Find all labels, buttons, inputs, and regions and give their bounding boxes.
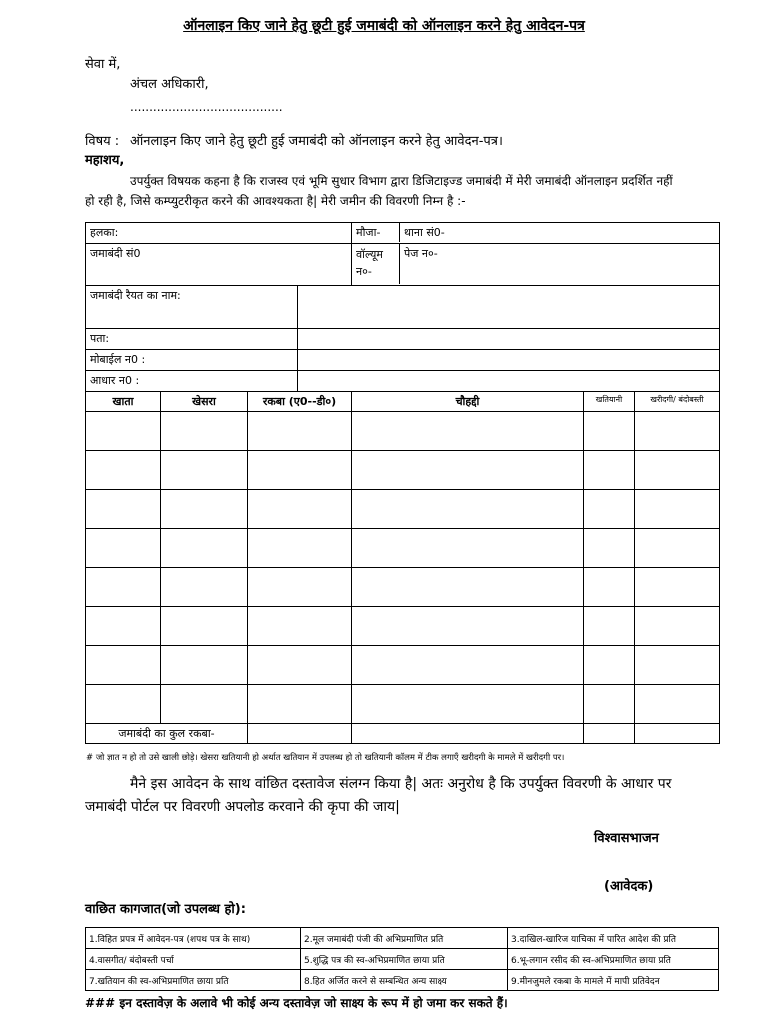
footnote: # जो ज्ञात न हो तो उसे खाली छोड़े। खेसरा खतियानी हो अर्थात खतियान में उपलब्ध हो तो खतियानी कॉलम में टीक लगाएँ खरीदगी के मामले में खरीदगी पर। (86, 753, 565, 763)
document-item: 4.वासगीत/ बंदोबस्ती पर्चा (86, 949, 301, 970)
document-item: 1.विहित प्रपत्र में आवेदन-पत्र (शपथ पत्र के साथ) (86, 928, 301, 949)
table-row (86, 646, 720, 685)
jamabandi-number-cell: जमाबंदी सं0 (86, 244, 352, 286)
volume-cell (352, 244, 400, 284)
column-khatiyani: खतियानी (584, 392, 635, 412)
request-line-2: जमाबंदी पोर्टल पर विवरणी अपलोड करवाने की कृपा की जाय| (85, 799, 400, 815)
table-row (86, 568, 720, 607)
table-row (86, 928, 719, 949)
table-row (86, 529, 720, 568)
address-label: पता: (86, 329, 298, 350)
table-row (86, 970, 719, 991)
request-line-1: मैने इस आवेदन के साथ वांछित दस्तावेज संलग्न किया है| अतः अनुरोध है कि उपर्युक्त विवरणी के आधार पर (130, 776, 672, 792)
document-item: 2.मूल जमाबंदी पंजी की अभिप्रमाणित प्रति (301, 928, 508, 949)
column-kharidgi: खरीदगी/ बंदोबस्ती (635, 392, 720, 412)
column-rakba: रकबा (ए0--डी०) (248, 392, 352, 412)
column-khata: खाता (86, 392, 161, 412)
column-khesra: खेसरा (161, 392, 248, 412)
officer-designation: अंचल अधिकारी, (130, 77, 209, 92)
volume-label: वॉल्यूम (356, 248, 383, 261)
document-item: 3.दाखिल-खारिज याचिका में पारित आदेश की प्रति (508, 928, 719, 949)
raiyat-name-value (298, 286, 720, 329)
greeting: महाशय, (85, 153, 125, 168)
signoff: विश्वासभाजन (594, 831, 659, 846)
applicant-label: (आवेदक) (604, 879, 654, 894)
table-row (86, 949, 719, 970)
body-line-1: उपर्युक्त विषयक कहना है कि राजस्व एवं भूमि सुधार विभाग द्वारा डिजिटाइज्ड जमाबंदी में मेरी जमाबंदी ऑनलाइन प्रदर्शित नहीं (130, 174, 673, 188)
total-area-label: जमाबंदी का कुल रकबा- (86, 724, 248, 744)
column-chauhaddi: चौहद्दी (352, 392, 584, 412)
page-number-cell: पेज न०- (404, 247, 438, 260)
table-row (86, 685, 720, 724)
subject-text: ऑनलाइन किए जाने हेतु छूटी हुई जमाबंदी को ऑनलाइन करने हेतु आवेदन-पत्र। (130, 134, 503, 149)
aadhar-label: आधार न0 : (86, 371, 298, 392)
document-item: 8.हित अर्जित करने से सम्बन्धित अन्य साक्ष्य (301, 970, 508, 991)
documents-heading: वाछित कागजात(जो उपलब्ध हो): (85, 902, 246, 917)
table-row (86, 607, 720, 646)
mobile-value (298, 350, 720, 371)
document-item: 7.खतियान की स्व-अभिप्रमाणित छाया प्रति (86, 970, 301, 991)
body-line-2: हो रही है, जिसे कम्प्युटरीकृत करने की आवश्यकता है| मेरी जमीन की विवरणी निम्न है :- (85, 194, 466, 208)
volume-number-label: न०- (356, 265, 372, 278)
document-item: 9.मीनजुमले रकबा के मामले में मापी प्रतिवेदन (508, 970, 719, 991)
document-item: 5.शुद्धि पत्र की स्व-अभिप्रमाणित छाया प्रति (301, 949, 508, 970)
table-row (86, 490, 720, 529)
documents-table (85, 927, 719, 991)
thana-cell: थाना सं0- (404, 226, 445, 239)
salutation-to: सेवा में, (85, 57, 121, 72)
officer-blank-line: ........................................ (130, 100, 283, 114)
table-row (86, 451, 720, 490)
raiyat-name-label: जमाबंदी रैयत का नाम: (86, 286, 298, 329)
final-note: ### इन दस्तावेज़ के अलावे भी कोई अन्य दस्तावेज़ जो साक्ष्य के रूप में हो जमा कर सकते हैं। (85, 996, 508, 1010)
halka-cell: हलका: (86, 223, 352, 244)
mobile-label: मोबाईल न0 : (86, 350, 298, 371)
page-title: ऑनलाइन किए जाने हेतु छूटी हुई जमाबंदी को ऑनलाइन करने हेतु आवेदन-पत्र (183, 18, 585, 34)
table-row (86, 412, 720, 451)
subject-label: विषय : (85, 134, 120, 149)
aadhar-value (298, 371, 720, 392)
mauja-cell: मौजा- (352, 223, 400, 242)
land-details-table (85, 222, 720, 744)
address-value (298, 329, 720, 350)
document-item: 6.भू-लगान रसीद की स्व-अभिप्रमाणित छाया प्रति (508, 949, 719, 970)
